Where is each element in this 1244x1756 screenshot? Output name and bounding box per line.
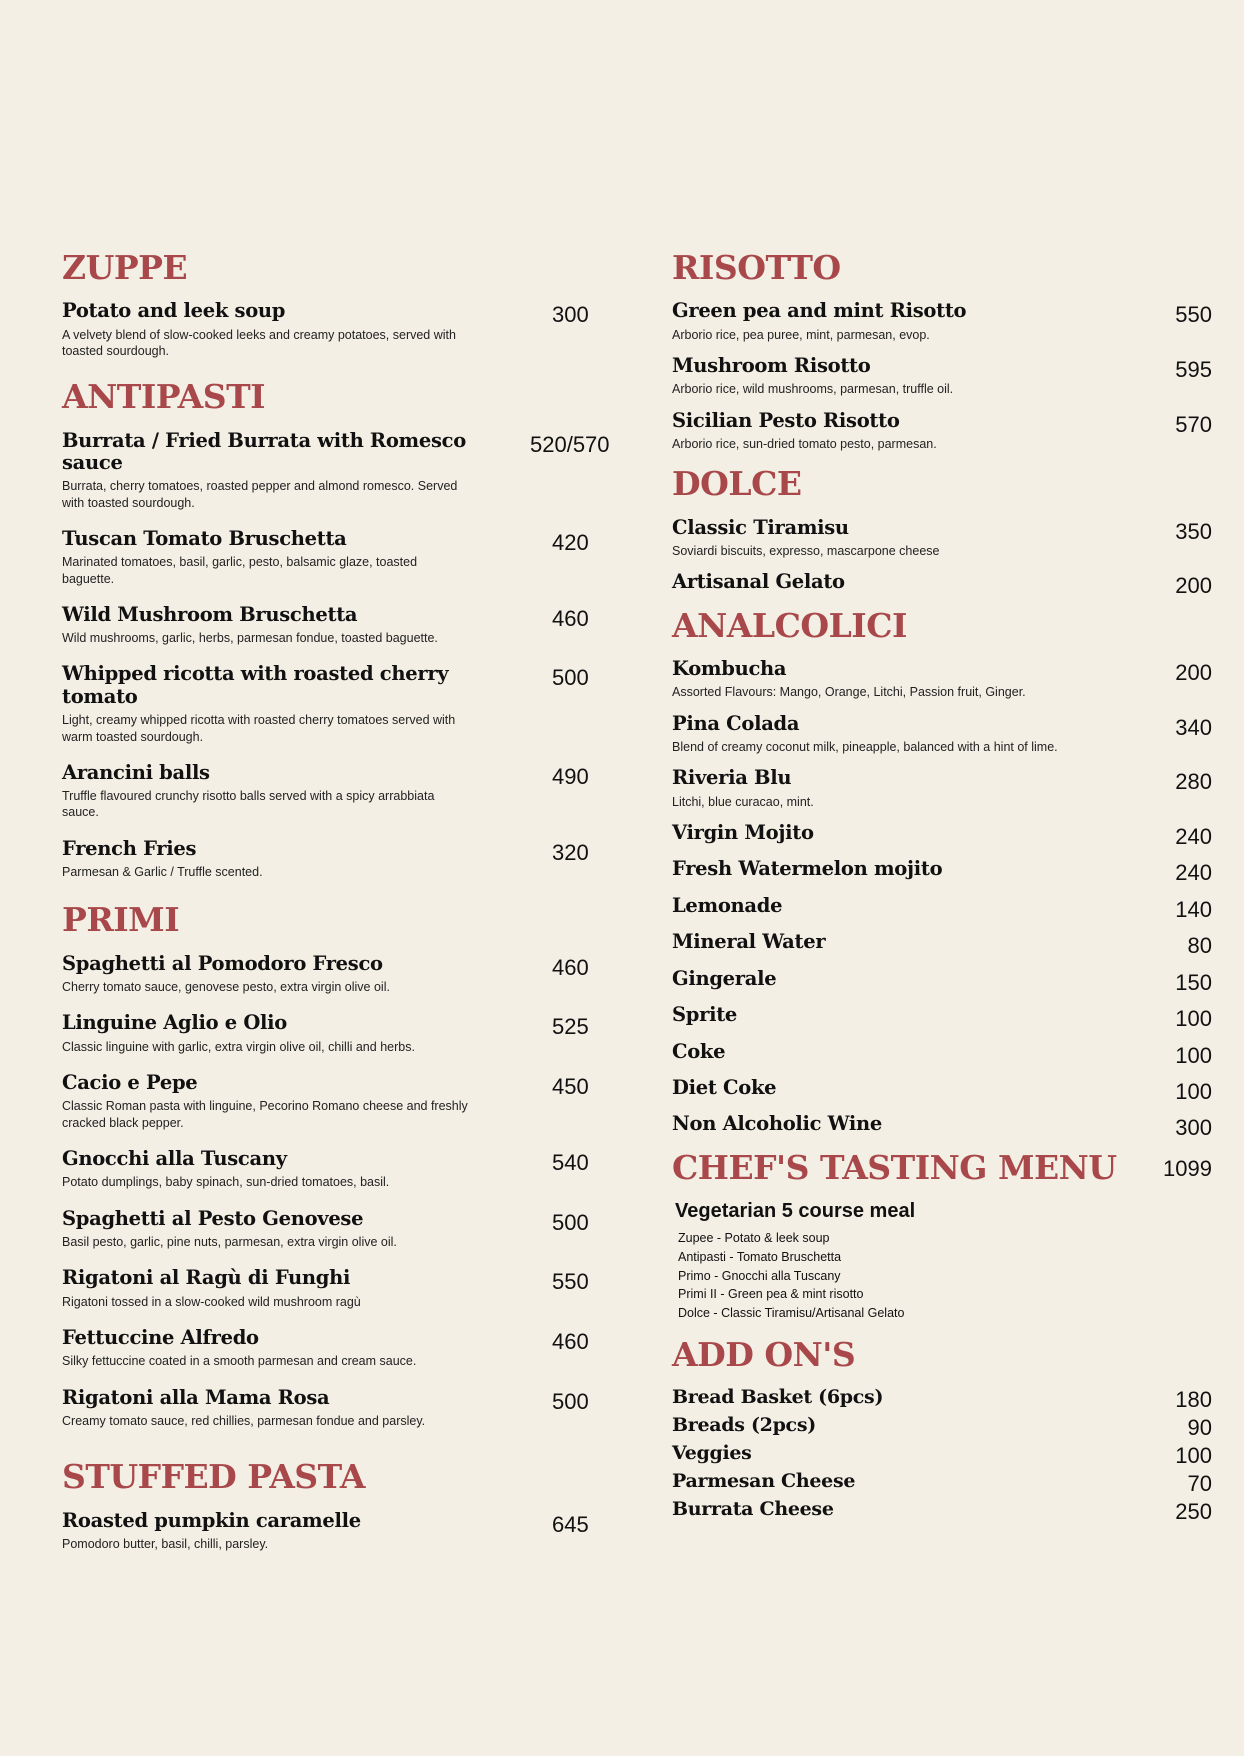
menu-item	[672, 767, 1212, 810]
item-price: 240	[1175, 824, 1212, 850]
item-name: Lemonade	[672, 893, 783, 917]
menu-item	[672, 857, 1212, 886]
item-description: Litchi, blue curacao, mint.	[672, 794, 814, 809]
menu-item	[62, 663, 622, 744]
item-description: Classic Roman pasta with linguine, Pecorino Romano cheese and freshly cracked black pepper.	[62, 1099, 468, 1130]
item-price: 540	[552, 1149, 589, 1175]
section-title: ANTIPASTI	[62, 377, 266, 417]
menu-item	[62, 1012, 622, 1055]
item-description: A velvety blend of slow-cooked leeks and creamy potatoes, served with toasted sourdough.	[62, 327, 456, 358]
menu-item	[62, 953, 622, 996]
item-description: Soviardi biscuits, expresso, mascarpone cheese	[672, 544, 940, 559]
section-title: PRIMI	[62, 900, 180, 940]
item-description: Assorted Flavours: Mango, Orange, Litchi, Passion fruit, Ginger.	[672, 685, 1026, 700]
item-description: Rigatoni tossed in a slow-cooked wild mushroom ragù	[62, 1294, 361, 1309]
item-price: 500	[552, 1388, 589, 1414]
item-name: Virgin Mojito	[672, 821, 814, 845]
item-name: Burrata Cheese	[672, 1498, 834, 1521]
menu-item	[62, 1387, 622, 1430]
item-description: Blend of creamy coconut milk, pineapple, balanced with a hint of lime.	[672, 740, 1058, 755]
item-price: 595	[1175, 356, 1212, 382]
item-name: Wild Mushroom Bruschetta	[62, 602, 358, 626]
item-name: Gingerale	[672, 966, 777, 990]
item-name: Linguine Aglio e Olio	[62, 1011, 287, 1035]
item-name: Artisanal Gelato	[672, 570, 845, 594]
menu-item	[672, 966, 1212, 995]
item-name: Kombucha	[672, 657, 787, 680]
section-stuffed-pasta	[62, 1459, 622, 1552]
item-name: Riveria Blu	[672, 766, 792, 790]
item-description: Truffle flavoured crunchy risotto balls served with a spicy arrabbiata sauce.	[62, 789, 435, 820]
item-price: 80	[1187, 933, 1212, 959]
menu-item	[62, 762, 622, 821]
item-name: Green pea and mint Risotto	[672, 299, 967, 323]
section-add-ons	[672, 1334, 1212, 1527]
item-price: 70	[1187, 1471, 1212, 1497]
menu-left-column	[62, 250, 622, 1569]
section-title: STUFFED PASTA	[62, 1457, 365, 1497]
item-description: Basil pesto, garlic, pine nuts, parmesan, extra virgin olive oil.	[62, 1235, 397, 1250]
item-price: 550	[1175, 302, 1212, 328]
item-price: 100	[1175, 1042, 1212, 1068]
item-price: 340	[1175, 714, 1212, 740]
section-title: CHEF'S TASTING MENU	[672, 1147, 1117, 1187]
item-description: Creamy tomato sauce, red chillies, parmesan fondue and parsley.	[62, 1414, 426, 1429]
section-title: ZUPPE	[62, 248, 188, 287]
item-name: Mushroom Risotto	[672, 353, 871, 377]
item-price: 100	[1175, 1006, 1212, 1032]
item-price: 240	[1175, 860, 1212, 886]
tasting-course: Primo - Gnocchi alla Tuscany	[678, 1268, 841, 1283]
item-name: Sprite	[672, 1003, 738, 1027]
tasting-course: Dolce - Classic Tiramisu/Artisanal Gelato	[678, 1306, 905, 1321]
item-price: 460	[552, 954, 589, 980]
item-price: 420	[552, 529, 589, 555]
menu-item	[672, 713, 1212, 756]
item-name: Veggies	[672, 1442, 752, 1465]
menu-item	[62, 1327, 622, 1370]
item-name: Non Alcoholic Wine	[672, 1112, 883, 1136]
item-price: 350	[1175, 518, 1212, 544]
menu-right-column	[672, 250, 1212, 1541]
item-description: Wild mushrooms, garlic, herbs, parmesan fondue, toasted baguette.	[62, 631, 438, 646]
item-name: Pina Colada	[672, 711, 800, 735]
menu-item	[62, 1148, 622, 1191]
item-name: Breads (2pcs)	[672, 1414, 816, 1437]
item-name: Fresh Watermelon mojito	[672, 857, 943, 881]
menu-item	[672, 893, 1212, 922]
tasting-subtitle: Vegetarian 5 course meal	[675, 1200, 916, 1223]
tasting-price: 1099	[1163, 1155, 1212, 1181]
menu-item	[62, 838, 622, 881]
item-name: Bread Basket (6pcs)	[672, 1386, 884, 1409]
menu-item	[62, 430, 622, 511]
item-description: Light, creamy whipped ricotta with roasted cherry tomatoes served with warm toasted sourdough.	[62, 713, 456, 744]
item-name: Gnocchi alla Tuscany	[62, 1146, 287, 1170]
item-name: Whipped ricotta with roasted cherry tomato	[62, 662, 449, 708]
menu-item	[62, 528, 622, 587]
menu-item	[62, 300, 622, 359]
item-description: Arborio rice, sun-dried tomato pesto, parmesan.	[672, 437, 937, 452]
menu-item	[672, 1039, 1212, 1068]
menu-item	[672, 517, 1212, 560]
item-price: 300	[552, 302, 589, 328]
tasting-header	[672, 1147, 1212, 1187]
menu-item	[672, 300, 1212, 343]
item-name: Burrata / Fried Burrata with Romesco sauce	[62, 428, 466, 474]
item-name: Rigatoni alla Mama Rosa	[62, 1385, 330, 1409]
item-price: 570	[1175, 411, 1212, 437]
item-name: Sicilian Pesto Risotto	[672, 408, 900, 432]
section-title: DOLCE	[672, 464, 802, 504]
item-name: Tuscan Tomato Bruschetta	[62, 526, 347, 550]
item-description: Arborio rice, pea puree, mint, parmesan, evop.	[672, 327, 930, 342]
item-name: Mineral Water	[672, 930, 826, 954]
item-price: 550	[552, 1269, 589, 1295]
menu-item	[62, 1267, 622, 1310]
item-name: Rigatoni al Ragù di Funghi	[62, 1266, 351, 1290]
item-description: Cherry tomato sauce, genovese pesto, extra virgin olive oil.	[62, 980, 390, 995]
item-price: 320	[552, 839, 589, 865]
item-name: Parmesan Cheese	[672, 1470, 856, 1493]
section-chefs-tasting-menu	[672, 1147, 1212, 1323]
item-description: Potato dumplings, baby spinach, sun-dried tomatoes, basil.	[62, 1175, 390, 1190]
section-title: ADD ON'S	[672, 1334, 856, 1374]
item-name: Spaghetti al Pesto Genovese	[62, 1206, 364, 1230]
menu-item	[62, 1208, 622, 1251]
section-title: ANALCOLICI	[672, 605, 907, 645]
item-price: 140	[1175, 896, 1212, 922]
addon-item	[672, 1443, 1212, 1471]
menu-item	[672, 821, 1212, 850]
menu-item	[672, 570, 1212, 599]
item-description: Burrata, cherry tomatoes, roasted pepper and almond romesco. Served with toasted sourdough.	[62, 479, 458, 510]
item-name: Fettuccine Alfredo	[62, 1325, 259, 1349]
menu-item	[62, 1072, 622, 1131]
menu-item	[62, 604, 622, 647]
item-description: Arborio rice, wild mushrooms, parmesan, truffle oil.	[672, 382, 954, 397]
item-name: French Fries	[62, 836, 197, 860]
tasting-course: Primi II - Green pea & mint risotto	[678, 1287, 864, 1302]
item-description: Classic linguine with garlic, extra virgin olive oil, chilli and herbs.	[62, 1039, 415, 1054]
menu-item	[672, 410, 1212, 453]
item-price: 250	[1175, 1499, 1212, 1525]
tasting-course: Antipasti - Tomato Bruschetta	[678, 1249, 842, 1264]
section-dolce	[672, 464, 1212, 599]
addon-item	[672, 1387, 1212, 1415]
item-price: 100	[1175, 1443, 1212, 1469]
item-price: 500	[552, 665, 589, 691]
item-price: 300	[1175, 1115, 1212, 1141]
item-description: Silky fettuccine coated in a smooth parmesan and cream sauce.	[62, 1354, 417, 1369]
item-price: 490	[552, 763, 589, 789]
item-price: 150	[1175, 969, 1212, 995]
item-name: Cacio e Pepe	[62, 1071, 198, 1095]
section-zuppe	[62, 250, 622, 359]
item-price: 460	[552, 605, 589, 631]
addon-item	[672, 1499, 1212, 1527]
section-antipasti	[62, 379, 622, 880]
item-price: 100	[1175, 1078, 1212, 1104]
item-description: Parmesan & Garlic / Truffle scented.	[62, 865, 263, 880]
menu-item	[672, 930, 1212, 959]
section-primi	[62, 902, 622, 1429]
item-price: 520/570	[530, 431, 610, 457]
item-price: 500	[552, 1209, 589, 1235]
item-price: 200	[1175, 660, 1212, 685]
item-price: 460	[552, 1328, 589, 1354]
item-description: Pomodoro butter, basil, chilli, parsley.	[62, 1537, 269, 1552]
item-price: 90	[1187, 1415, 1212, 1441]
addon-item	[672, 1415, 1212, 1443]
item-name: Diet Coke	[672, 1075, 777, 1099]
item-description: Marinated tomatoes, basil, garlic, pesto, balsamic glaze, toasted baguette.	[62, 555, 418, 586]
section-risotto	[672, 250, 1212, 452]
item-name: Spaghetti al Pomodoro Fresco	[62, 951, 383, 975]
tasting-course: Zupee - Potato & leek soup	[678, 1231, 830, 1246]
item-name: Arancini balls	[62, 760, 210, 784]
item-name: Potato and leek soup	[62, 299, 286, 323]
item-price: 180	[1175, 1387, 1212, 1413]
item-price: 200	[1175, 573, 1212, 599]
item-price: 450	[552, 1074, 589, 1100]
section-analcolici	[672, 605, 1212, 1141]
menu-item	[62, 1510, 622, 1553]
menu-item	[672, 1112, 1212, 1141]
addon-item	[672, 1471, 1212, 1499]
menu-item	[672, 658, 1212, 701]
item-name: Classic Tiramisu	[672, 515, 849, 539]
menu-item	[672, 1075, 1212, 1104]
menu-item	[672, 1003, 1212, 1032]
item-name: Coke	[672, 1039, 726, 1063]
item-price: 280	[1175, 769, 1212, 795]
section-title: RISOTTO	[672, 248, 841, 287]
menu-item	[672, 355, 1212, 398]
item-name: Roasted pumpkin caramelle	[62, 1508, 361, 1532]
item-price: 525	[552, 1014, 589, 1040]
item-price: 645	[552, 1511, 589, 1537]
